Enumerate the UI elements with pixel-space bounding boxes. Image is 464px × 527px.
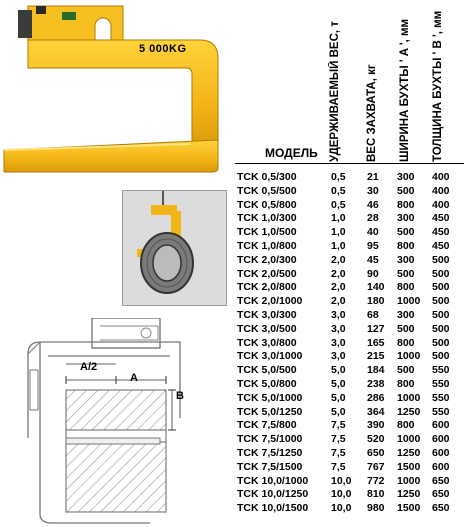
cell-thickness-b: 500 [432,253,450,266]
cell-capacity: 3,0 [331,322,346,335]
cell-thickness-b: 600 [432,419,450,432]
table-row [235,378,464,391]
cell-capacity: 3,0 [331,336,346,349]
cell-thickness-b: 500 [432,295,450,308]
cell-weight: 140 [367,281,385,294]
cell-weight: 30 [367,184,379,197]
cell-model: TCK 3,0/300 [237,309,297,321]
cell-width-a: 800 [397,198,415,211]
cell-model: TCK 3,0/1000 [237,350,303,363]
table-row [235,323,464,336]
table-row [235,475,464,488]
header-width-a: ШИРИНА БУХТЫ ' A ', мм [399,19,411,162]
capacity-label: 5 000KG [139,43,187,55]
cell-model: TCK 5,0/500 [237,364,297,377]
cell-width-a: 800 [397,240,415,252]
dimension-a-half-label: A/2 [80,361,98,373]
dimension-drawing [0,318,230,527]
cell-weight: 767 [367,460,385,473]
cell-width-a: 300 [397,309,415,321]
cell-width-a: 1500 [397,502,421,515]
cell-capacity: 2,0 [331,281,346,294]
table-row [235,268,464,281]
cell-thickness-b: 450 [432,240,450,252]
cell-thickness-b: 400 [432,184,450,197]
cell-width-a: 800 [397,419,415,432]
cell-model: TCK 1,0/500 [237,226,297,239]
table-row [235,199,464,212]
cell-weight: 238 [367,378,385,390]
table-row [235,364,464,377]
cell-width-a: 500 [397,364,415,377]
cell-width-a: 300 [397,253,415,266]
table-row [235,254,464,267]
header-model: МОДЕЛЬ [265,146,318,160]
cell-weight: 95 [367,240,379,252]
cell-capacity: 10,0 [331,502,352,515]
dimension-b-label: B [176,390,184,402]
cell-capacity: 1,0 [331,212,346,225]
c-hook-illustration [0,0,235,185]
cell-thickness-b: 500 [432,336,450,349]
table-row [235,226,464,239]
cell-capacity: 0,5 [331,184,346,197]
cell-model: TCK 0,5/300 [237,171,297,183]
cell-width-a: 1000 [397,391,421,404]
cell-width-a: 800 [397,336,415,349]
cell-model: TCK 2,0/500 [237,267,297,280]
cell-weight: 90 [367,267,379,280]
header-divider [235,163,464,164]
cell-capacity: 5,0 [331,391,346,404]
cell-model: TCK 7,5/1250 [237,447,303,459]
cell-capacity: 7,5 [331,460,346,473]
cell-thickness-b: 500 [432,267,450,280]
table-row [235,295,464,308]
cell-model: TCK 0,5/500 [237,184,297,197]
cell-weight: 215 [367,350,385,363]
cell-thickness-b: 400 [432,198,450,211]
cell-width-a: 1250 [397,405,421,418]
table-row [235,309,464,322]
table-row [235,350,464,363]
cell-weight: 286 [367,391,385,404]
cell-weight: 650 [367,447,385,459]
cell-capacity: 1,0 [331,240,346,252]
cell-weight: 390 [367,419,385,432]
header-capacity: УДЕРЖИВАЕМЫЙ ВЕС, т [329,21,341,162]
cell-model: TCK 10,0/1250 [237,488,309,501]
cell-width-a: 300 [397,212,415,225]
usage-photo [122,190,227,306]
coil-lifting-image [123,191,226,305]
cell-capacity: 2,0 [331,267,346,280]
cell-capacity: 2,0 [331,253,346,266]
cell-thickness-b: 550 [432,391,450,404]
cell-width-a: 1500 [397,460,421,473]
cell-thickness-b: 550 [432,378,450,390]
cell-weight: 28 [367,212,379,225]
cell-model: TCK 3,0/500 [237,322,297,335]
cell-weight: 68 [367,309,379,321]
table-row [235,419,464,432]
cell-weight: 46 [367,198,379,211]
cell-weight: 40 [367,226,379,239]
cell-weight: 184 [367,364,385,377]
cell-thickness-b: 550 [432,364,450,377]
table-row [235,337,464,350]
cell-thickness-b: 500 [432,350,450,363]
cell-capacity: 1,0 [331,226,346,239]
cell-width-a: 500 [397,184,415,197]
table-row [235,212,464,225]
cell-capacity: 0,5 [331,171,346,183]
cell-weight: 180 [367,295,385,308]
dimension-a-label: A [130,372,138,384]
cell-capacity: 7,5 [331,419,346,432]
table-row [235,461,464,474]
cell-model: TCK 5,0/1000 [237,391,303,404]
cell-capacity: 5,0 [331,405,346,418]
table-row [235,406,464,419]
table-row [235,185,464,198]
cell-model: TCK 3,0/800 [237,336,297,349]
cell-model: TCK 7,5/800 [237,419,297,432]
cell-weight: 364 [367,405,385,418]
cell-capacity: 5,0 [331,364,346,377]
cell-capacity: 0,5 [331,198,346,211]
cell-capacity: 5,0 [331,378,346,390]
cell-thickness-b: 500 [432,322,450,335]
cell-width-a: 800 [397,281,415,294]
header-thickness-b: ТОЛЩИНА БУХТЫ ' B ', мм [432,10,444,162]
cell-width-a: 1250 [397,447,421,459]
cell-weight: 772 [367,474,385,487]
cell-width-a: 500 [397,226,415,239]
cell-width-a: 800 [397,378,415,390]
cell-width-a: 300 [397,171,415,183]
cell-weight: 21 [367,171,379,183]
cell-thickness-b: 500 [432,281,450,294]
cell-width-a: 1000 [397,474,421,487]
cell-weight: 45 [367,253,379,266]
cell-capacity: 3,0 [331,350,346,363]
cell-model: TCK 2,0/300 [237,253,297,266]
cell-width-a: 1000 [397,350,421,363]
cell-model: TCK 1,0/300 [237,212,297,225]
cell-model: TCK 1,0/800 [237,240,297,252]
cell-weight: 520 [367,433,385,446]
cell-capacity: 7,5 [331,433,346,446]
cell-thickness-b: 650 [432,488,450,501]
table-row [235,392,464,405]
cell-thickness-b: 600 [432,460,450,473]
table-row [235,488,464,501]
cell-thickness-b: 450 [432,212,450,225]
cell-width-a: 500 [397,267,415,280]
table-row [235,433,464,446]
cell-width-a: 1000 [397,295,421,308]
table-row [235,240,464,253]
cell-thickness-b: 650 [432,474,450,487]
cell-width-a: 1000 [397,433,421,446]
cell-weight: 980 [367,502,385,515]
cell-model: TCK 2,0/1000 [237,295,303,308]
cell-thickness-b: 500 [432,309,450,321]
table-row [235,281,464,294]
table-row [235,447,464,460]
cell-weight: 127 [367,322,385,335]
cell-capacity: 10,0 [331,488,352,501]
cell-model: TCK 10,0/1500 [237,502,309,515]
cell-weight: 165 [367,336,385,349]
cell-model: TCK 5,0/1250 [237,405,303,418]
cell-model: TCK 5,0/800 [237,378,297,390]
cell-model: TCK 7,5/1500 [237,460,303,473]
cell-width-a: 1250 [397,488,421,501]
cell-thickness-b: 600 [432,447,450,459]
cell-model: TCK 0,5/800 [237,198,297,211]
cell-thickness-b: 600 [432,433,450,446]
header-weight: ВЕС ЗАХВАТА, кг [366,64,378,162]
cell-width-a: 500 [397,322,415,335]
cell-thickness-b: 650 [432,502,450,515]
cell-weight: 810 [367,488,385,501]
cell-thickness-b: 400 [432,171,450,183]
cell-model: TCK 2,0/800 [237,281,297,294]
cell-capacity: 3,0 [331,309,346,321]
cell-model: TCK 7,5/1000 [237,433,303,446]
cell-thickness-b: 450 [432,226,450,239]
cell-thickness-b: 550 [432,405,450,418]
table-row [235,171,464,184]
cell-capacity: 10,0 [331,474,352,487]
cell-model: TCK 10,0/1000 [237,474,309,487]
cell-capacity: 7,5 [331,447,346,459]
cell-capacity: 2,0 [331,295,346,308]
table-row [235,502,464,515]
